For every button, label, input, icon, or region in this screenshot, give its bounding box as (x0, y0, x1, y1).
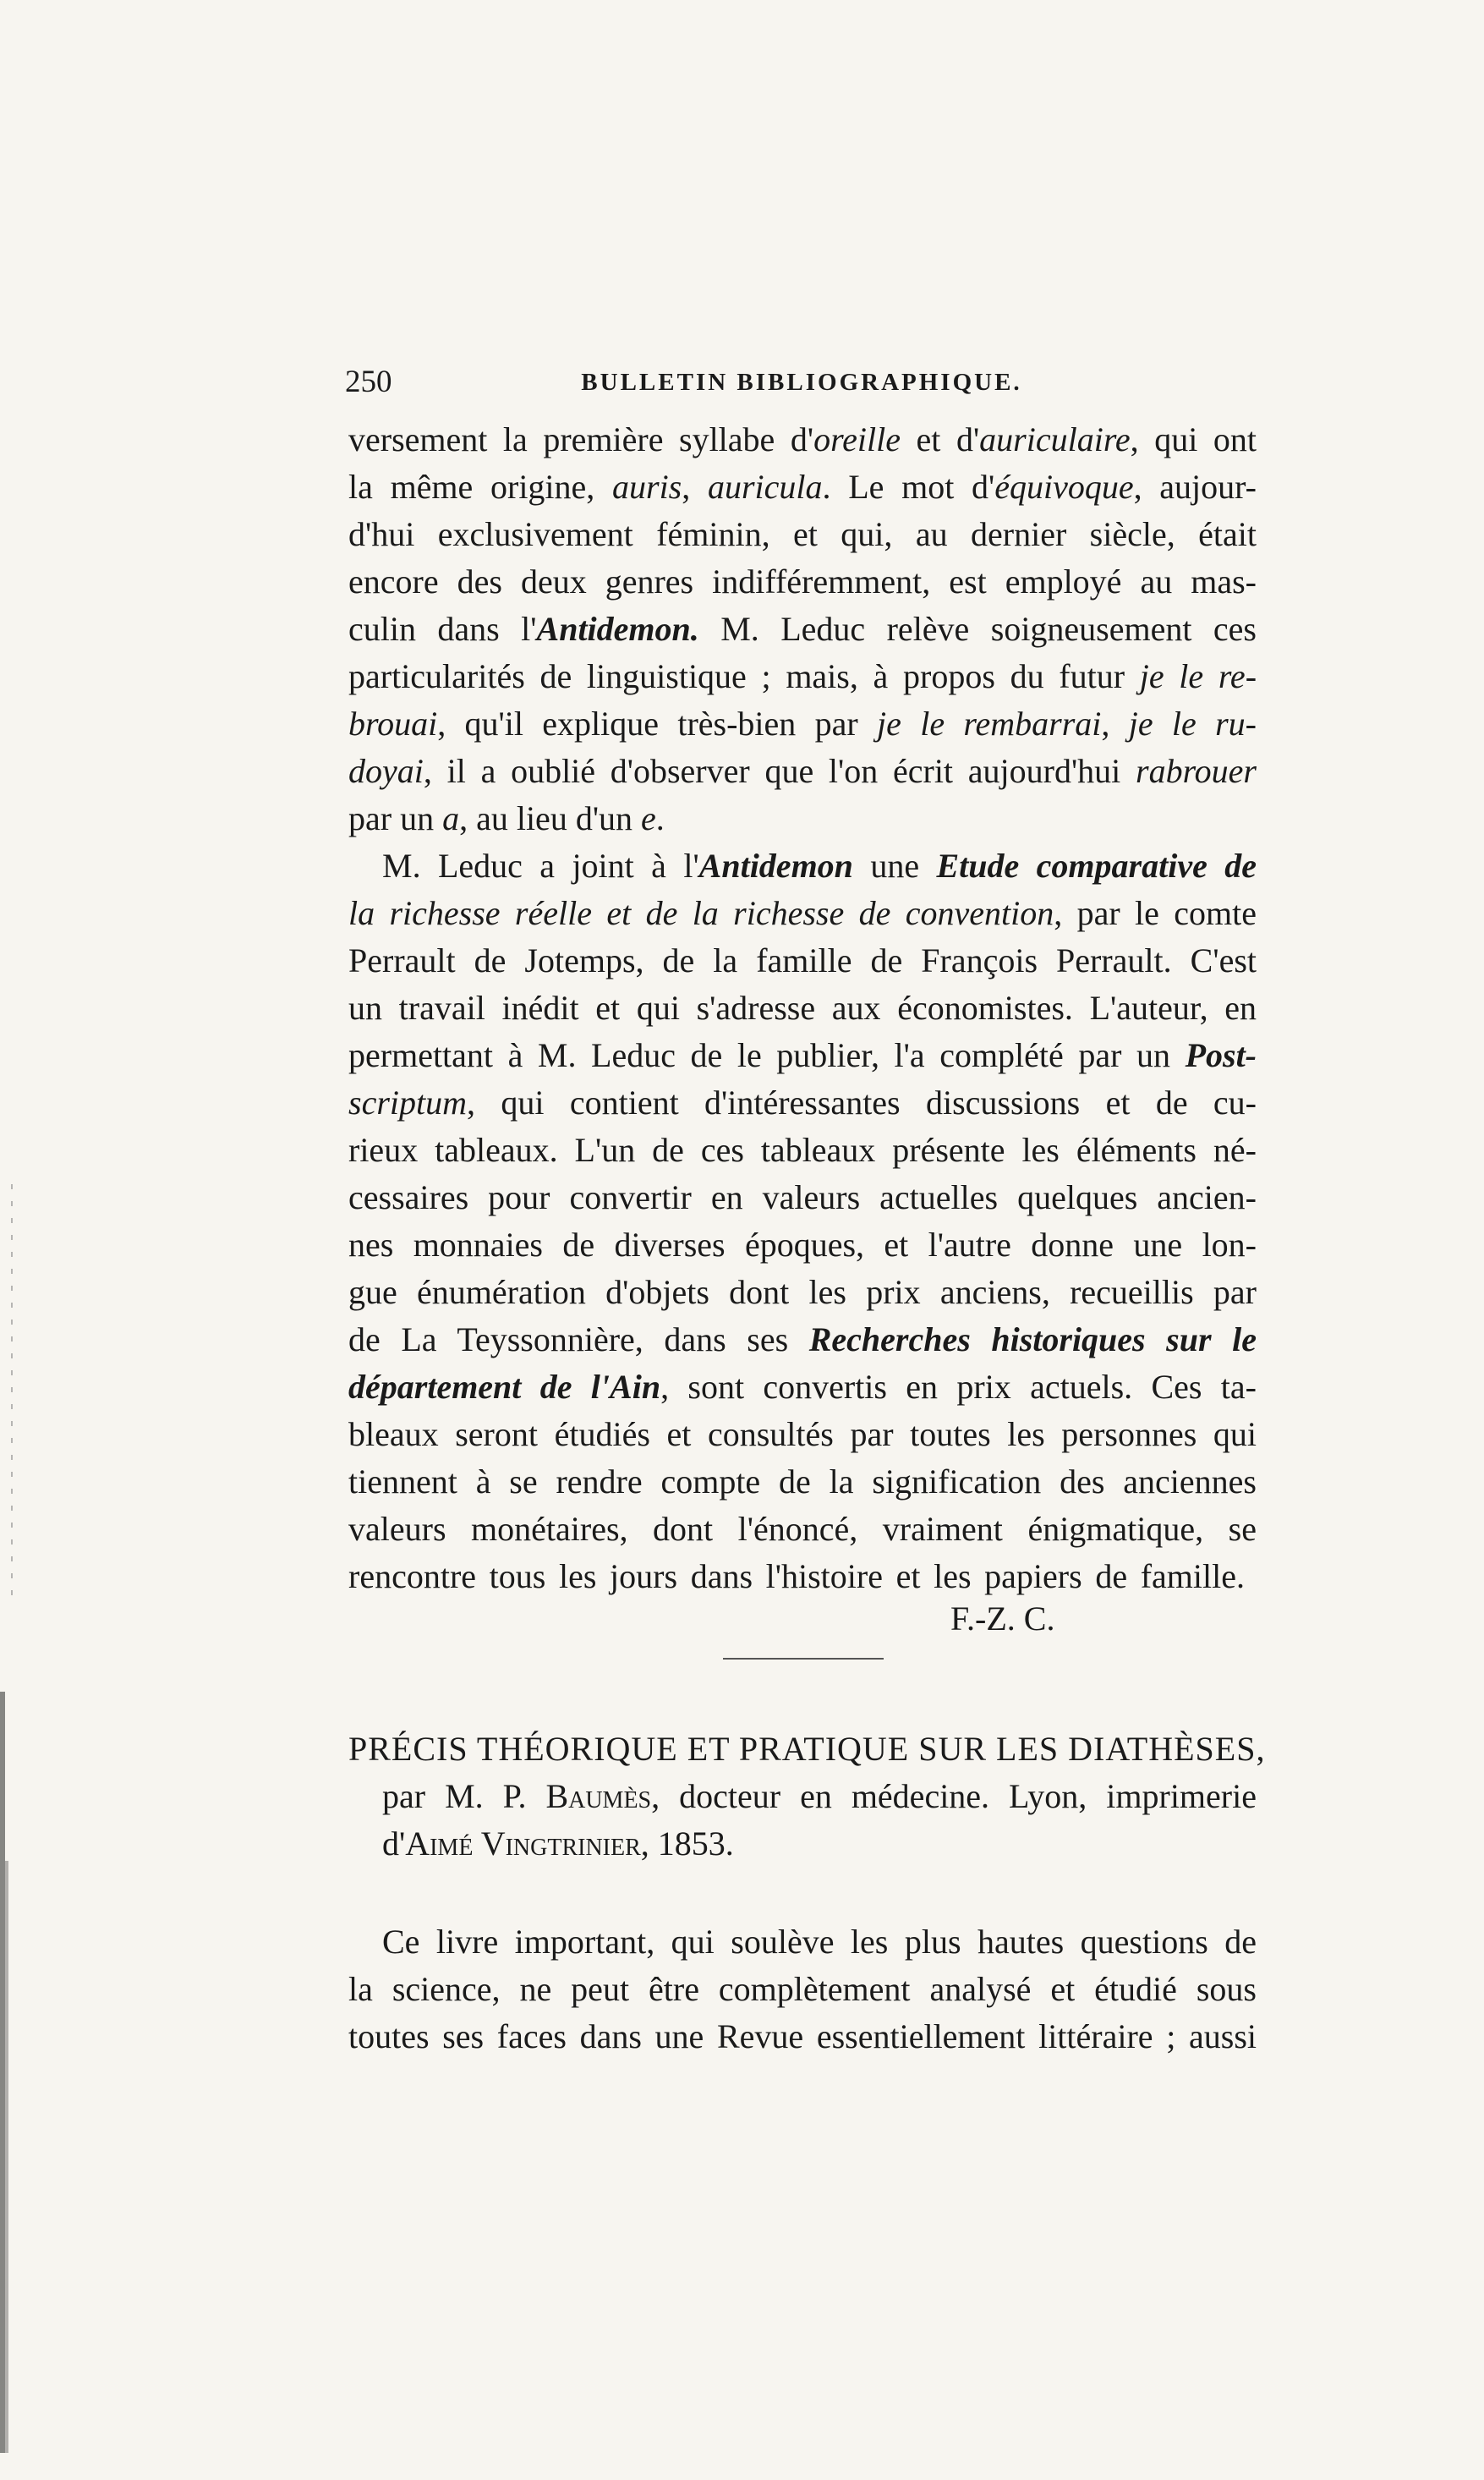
text-line: Perrault de Jotemps, de la famille de François Perrault. C'est (348, 941, 1257, 979)
binding-shadow-decoration (0, 1100, 25, 2453)
author-signature: F.-Z. C. (950, 1599, 1055, 1638)
section-separator (723, 1658, 884, 1660)
text-line: la science, ne peut être complètement analysé et étudié sous (348, 1970, 1257, 2008)
text-line: un travail inédit et qui s'adresse aux économistes. L'auteur, en (348, 989, 1257, 1027)
text-line: encore des deux genres indifféremment, est employé au mas- (348, 562, 1257, 601)
text-line: rencontre tous les jours dans l'histoire et les papiers de famille. (348, 1557, 1245, 1595)
text-line: scriptum, qui contient d'intéressantes discussions et de cu- (348, 1084, 1257, 1122)
text-line: bleaux seront étudiés et consultés par toutes les personnes qui (348, 1415, 1257, 1453)
page-number: 250 (345, 365, 392, 399)
text-line: tiennent à se rendre compte de la signification des anciennes (348, 1462, 1257, 1501)
text-line: M. Leduc a joint à l'Antidemon une Etude comparative de (382, 847, 1257, 885)
text-line: versement la première syllabe d'oreille et d'auriculaire, qui ont (348, 420, 1257, 458)
text-line: nes monnaies de diverses époques, et l'autre donne une lon- (348, 1226, 1257, 1264)
text-line: culin dans l'Antidemon. M. Leduc relève soigneusement ces (348, 610, 1257, 648)
text-line: département de l'Ain, sont convertis en prix actuels. Ces ta- (348, 1368, 1257, 1406)
text-line: la richesse réelle et de la richesse de convention, par le comte (348, 894, 1257, 932)
text-line: de La Teyssonnière, dans ses Recherches historiques sur le (348, 1320, 1257, 1358)
text-line: Ce livre important, qui soulève les plus hautes questions de (382, 1923, 1257, 1961)
text-line: permettant à M. Leduc de le publier, l'a complété par un Post- (348, 1036, 1257, 1074)
text-line: valeurs monétaires, dont l'énoncé, vraiment énigmatique, se (348, 1510, 1257, 1548)
entry-title: PRÉCIS THÉORIQUE ET PRATIQUE SUR LES DIATHÈSES, (348, 1730, 1266, 1768)
text-line: doyai, il a oublié d'observer que l'on écrit aujourd'hui rabrouer (348, 752, 1257, 790)
text-line: la même origine, auris, auricula. Le mot d'équivoque, aujour- (348, 468, 1257, 506)
text-line: brouai, qu'il explique très-bien par je le rembarrai, je le ru- (348, 705, 1257, 743)
entry-imprint: d'Aimé Vingtrinier, 1853. (382, 1824, 734, 1863)
page-header (345, 364, 1258, 406)
text-line: d'hui exclusivement féminin, et qui, au dernier siècle, était (348, 515, 1257, 553)
entry-byline: par M. P. Baumès, docteur en médecine. Lyon, imprimerie (382, 1777, 1257, 1815)
text-line: rieux tableaux. L'un de ces tableaux présente les éléments né- (348, 1131, 1257, 1169)
text-line: particularités de linguistique ; mais, à propos du futur je le re- (348, 657, 1257, 695)
text-line: gue énumération d'objets dont les prix anciens, recueillis par (348, 1273, 1257, 1311)
text-line: cessaires pour convertir en valeurs actuelles quelques ancien- (348, 1178, 1257, 1216)
text-line: toutes ses faces dans une Revue essentiellement littéraire ; aussi (348, 2017, 1257, 2055)
running-title: BULLETIN BIBLIOGRAPHIQUE. (581, 369, 1022, 396)
text-line: par un a, au lieu d'un e. (348, 799, 665, 837)
